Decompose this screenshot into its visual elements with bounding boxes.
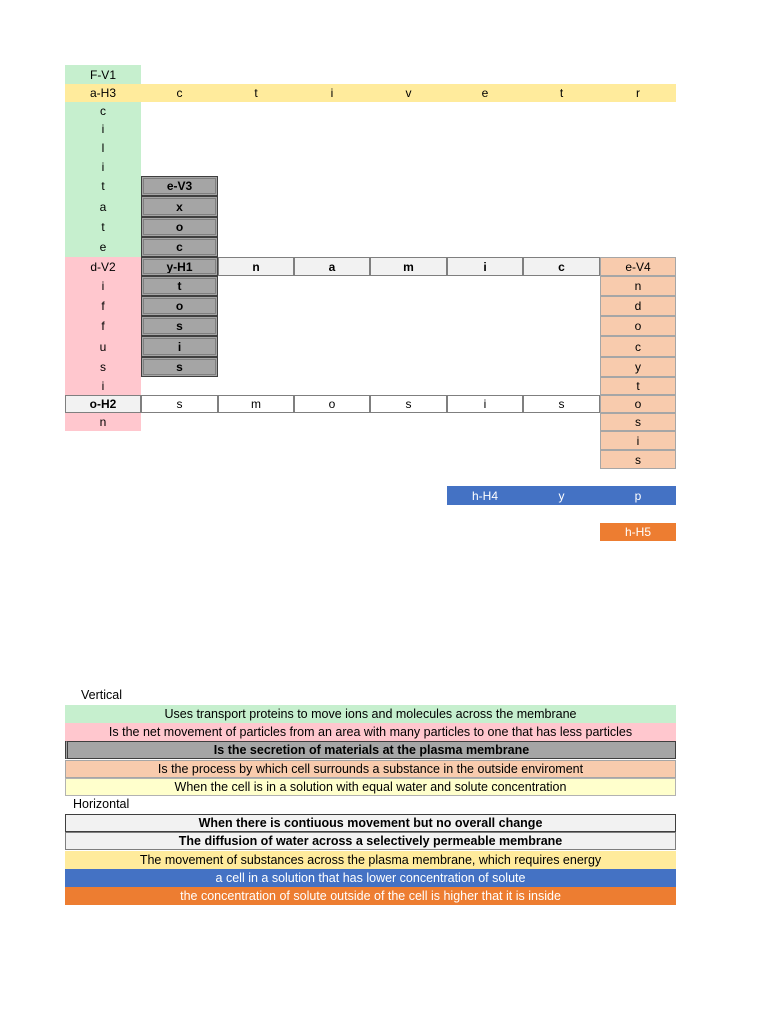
v3-letter: c: [141, 237, 218, 257]
h2-label: o-H2: [65, 395, 141, 413]
v4-letter: t: [600, 377, 676, 395]
h1-letter: m: [370, 257, 447, 276]
v4-letter: c: [600, 336, 676, 357]
h1-letter: n: [218, 257, 294, 276]
v2-letter: n: [65, 413, 141, 431]
v3-letter: x: [141, 196, 218, 217]
horizontal-clue-2: The diffusion of water across a selectively permeable membrane: [65, 832, 676, 850]
v1-letter: a: [65, 196, 141, 217]
v1-letter: e: [65, 237, 141, 257]
h3-letter: i: [294, 84, 370, 102]
h1-label: y-H1: [141, 257, 218, 276]
horizontal-clue-1: When there is contiuous movement but no overall change: [65, 814, 676, 832]
v2-letter: f: [65, 296, 141, 316]
h2-letter: s: [370, 395, 447, 413]
h3-letter: r: [600, 84, 676, 102]
h4-label: h-H4: [447, 486, 523, 505]
h3-letter: t: [218, 84, 294, 102]
v3b-letter: s: [141, 357, 218, 377]
horizontal-clue-4: a cell in a solution that has lower concentration of solute: [65, 869, 676, 887]
vertical-heading: Vertical: [81, 688, 122, 702]
h2-letter: s: [523, 395, 600, 413]
h3-letter: e: [447, 84, 523, 102]
v2-label: d-V2: [65, 257, 141, 276]
v2-letter: u: [65, 336, 141, 357]
h4-letter: p: [600, 486, 676, 505]
v2-letter: i: [65, 377, 141, 395]
v3b-letter: s: [141, 316, 218, 336]
horizontal-clue-5: the concentration of solute outside of the cell is higher that it is inside: [65, 887, 676, 905]
v4-letter: o: [600, 316, 676, 336]
v3b-letter: i: [141, 336, 218, 357]
v4-letter: d: [600, 296, 676, 316]
v3b-letter: t: [141, 276, 218, 296]
h3-letter: c: [141, 84, 218, 102]
horizontal-clue-3: The movement of substances across the plasma membrane, which requires energy: [65, 851, 676, 869]
h2-letter: i: [447, 395, 523, 413]
h3-letter: v: [370, 84, 447, 102]
v1-letter: i: [65, 120, 141, 138]
h1-letter: c: [523, 257, 600, 276]
v3-label: e-V3: [141, 176, 218, 196]
h2-letter: m: [218, 395, 294, 413]
h3-label: a-H3: [65, 84, 141, 102]
v1-letter: l: [65, 138, 141, 157]
v1-label: F-V1: [65, 65, 141, 84]
v4-letter: s: [600, 450, 676, 469]
h1-letter: i: [447, 257, 523, 276]
vertical-clue-5: When the cell is in a solution with equal water and solute concentration: [65, 778, 676, 796]
h5-label: h-H5: [600, 523, 676, 541]
v4-letter: y: [600, 357, 676, 377]
v4-letter: s: [600, 413, 676, 431]
v4-letter: o: [600, 395, 676, 413]
v1-letter: i: [65, 157, 141, 176]
v1-letter: c: [65, 102, 141, 120]
h2-letter: s: [141, 395, 218, 413]
v4-letter: i: [600, 431, 676, 450]
v1-letter: t: [65, 217, 141, 237]
h1-letter: a: [294, 257, 370, 276]
h3-letter: t: [523, 84, 600, 102]
v1-letter: t: [65, 176, 141, 196]
h2-letter: o: [294, 395, 370, 413]
horizontal-heading: Horizontal: [73, 797, 130, 811]
vertical-clue-3: Is the secretion of materials at the plasma membrane: [65, 741, 676, 759]
v4-label: e-V4: [600, 257, 676, 276]
vertical-clue-4: Is the process by which cell surrounds a substance in the outside enviroment: [65, 760, 676, 778]
vertical-clue-1: Uses transport proteins to move ions and molecules across the membrane: [65, 705, 676, 723]
v2-letter: i: [65, 276, 141, 296]
v2-letter: s: [65, 357, 141, 377]
v4-letter: n: [600, 276, 676, 296]
v3-letter: o: [141, 217, 218, 237]
h4-letter: y: [523, 486, 600, 505]
v2-letter: f: [65, 316, 141, 336]
v3b-letter: o: [141, 296, 218, 316]
vertical-clue-2: Is the net movement of particles from an area with many particles to one that has less particles: [65, 723, 676, 741]
